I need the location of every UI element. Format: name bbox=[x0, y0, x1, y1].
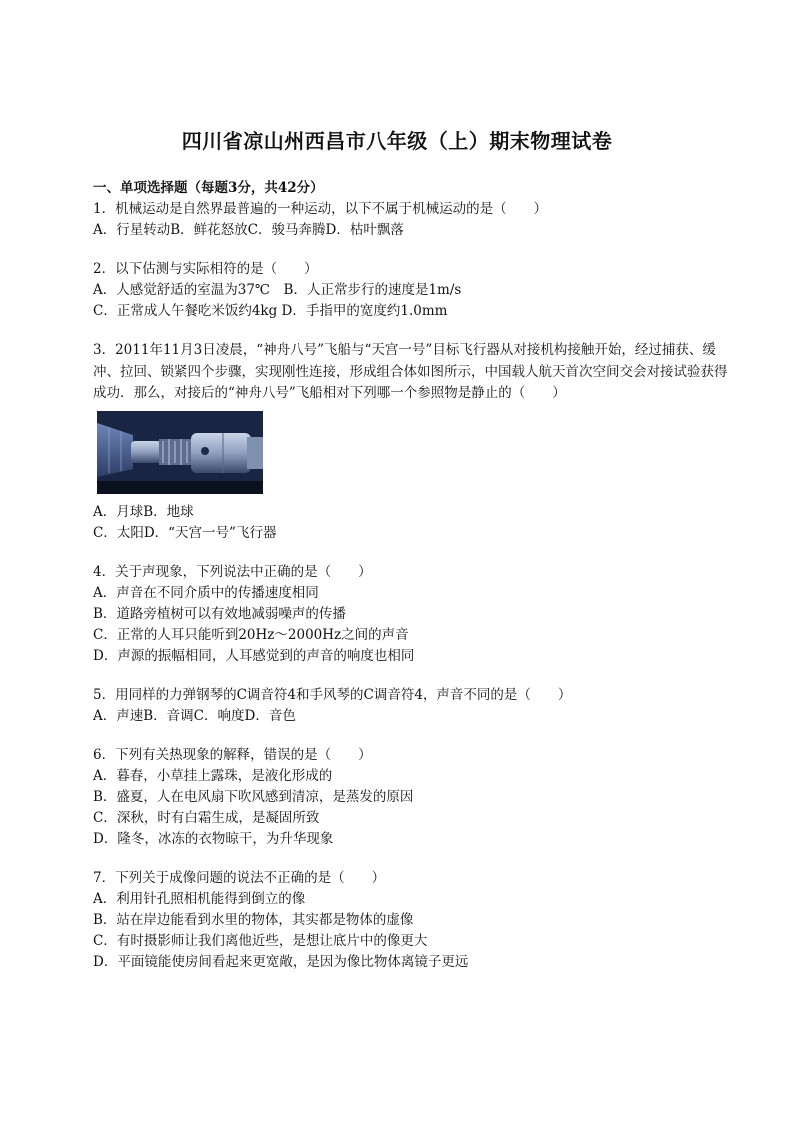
option-d: D．隆冬，冰冻的衣物晾干，为升华现象 bbox=[93, 830, 334, 847]
spacecraft-docking-photo bbox=[97, 411, 263, 494]
option-c: C．正常的人耳只能听到20Hz～2000Hz之间的声音 bbox=[93, 626, 409, 643]
option-d: D．平面镜能使房间看起来更宽敞，是因为像比物体离镜子更远 bbox=[93, 953, 469, 970]
exam-content bbox=[93, 178, 733, 973]
question-1 bbox=[93, 199, 733, 241]
question-2 bbox=[93, 259, 733, 322]
question-stem: 1．机械运动是自然界最普遍的一种运动，以下不属于机械运动的是（ ） bbox=[93, 201, 548, 217]
question-stem: 3．2011年11月3日凌晨，“神舟八号”飞船与“天宫一号”目标飞行器从对接机构接触开始，经过捕获、缓冲、拉回、锁紧四个步骤，实现刚性连接，形成组合体如图所示，中国载人航天首次空间交会对接试验获得成功．那么，对接后的“神舟八号”飞船相对下列哪一个参照物是静止的（ ） bbox=[93, 342, 728, 401]
question-3 bbox=[93, 340, 733, 544]
question-stem: 4．关于声现象，下列说法中正确的是（ ） bbox=[93, 563, 372, 580]
option-d: D．声源的振幅相同，人耳感觉到的声音的响度也相同 bbox=[93, 647, 415, 664]
option-b: B．站在岸边能看到水里的物体，其实都是物体的虚像 bbox=[93, 911, 414, 928]
option-b: B．盛夏，人在电风扇下吹风感到清凉，是蒸发的原因 bbox=[93, 788, 414, 805]
question-stem: 2．以下估测与实际相符的是（ ） bbox=[93, 261, 318, 277]
question-7 bbox=[93, 868, 733, 973]
option-c: C．深秋，时有白霜生成，是凝固所致 bbox=[93, 809, 320, 826]
option-a: A．利用针孔照相机能得到倒立的像 bbox=[93, 890, 306, 907]
option-line: C．正常成人午餐吃米饭约4kg D．手指甲的宽度约1.0mm bbox=[93, 303, 448, 319]
option-a: A．暮春，小草挂上露珠，是液化形成的 bbox=[93, 767, 333, 784]
page-title: 四川省凉山州西昌市八年级（上）期末物理试卷 bbox=[181, 129, 613, 153]
option-line: C．太阳D．“天宫一号”飞行器 bbox=[93, 524, 277, 541]
question-options: A．行星转动B．鲜花怒放C．骏马奔腾D．枯叶飘落 bbox=[93, 222, 404, 238]
option-b: B．道路旁植树可以有效地减弱噪声的传播 bbox=[93, 605, 346, 622]
question-4 bbox=[93, 562, 733, 667]
option-c: C．有时摄影师让我们离他近些，是想让底片中的像更大 bbox=[93, 932, 428, 949]
question-stem: 7．下列关于成像问题的说法不正确的是（ ） bbox=[93, 869, 386, 886]
section-heading: 一、单项选择题（每题3分，共42分） bbox=[93, 180, 324, 196]
option-a: A．声音在不同介质中的传播速度相同 bbox=[93, 584, 319, 601]
question-stem: 6．下列有关热现象的解释，错误的是（ ） bbox=[93, 746, 372, 763]
question-stem: 5．用同样的力弹钢琴的C调音符4和手风琴的C调音符4，声音不同的是（ ） bbox=[93, 686, 572, 703]
question-6 bbox=[93, 745, 733, 850]
option-line: A．月球B．地球 bbox=[93, 503, 194, 520]
option-line: A．人感觉舒适的室温为37℃ B．人正常步行的速度是1m/s bbox=[93, 282, 462, 298]
question-5 bbox=[93, 685, 733, 727]
question-options: A．声速B．音调C．响度D．音色 bbox=[93, 707, 296, 724]
